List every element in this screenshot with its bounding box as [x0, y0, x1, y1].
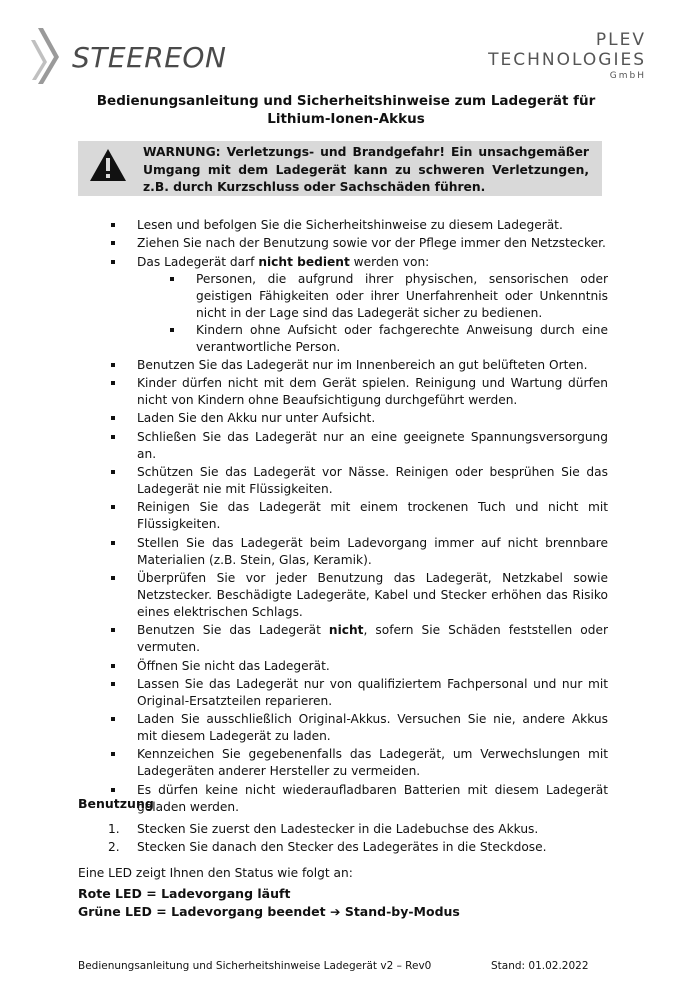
step-number: 2.	[108, 840, 120, 854]
safety-list	[78, 217, 608, 816]
document-title	[60, 92, 632, 128]
list-item: Es dürfen keine nicht wiederaufladbaren Batterien mit diesem Ladegerät geladen werden.	[78, 782, 608, 816]
list-item: Kinder dürfen nicht mit dem Gerät spielen. Reinigung und Wartung dürfen nicht von Kindern ohne Beaufsichtigung durchgeführt werden.	[78, 375, 608, 409]
warning-triangle-icon	[88, 147, 128, 183]
list-item: Schützen Sie das Ladegerät vor Nässe. Reinigen oder besprühen Sie das Ladegerät nie mit Flüssigkeiten.	[78, 464, 608, 498]
list-item: Schließen Sie das Ladegerät nur an eine geeignete Spannungsversorgung an.	[78, 429, 608, 463]
led-green-status	[78, 904, 460, 919]
title-line-2: Lithium-Ionen-Akkus	[267, 111, 425, 127]
led-red-status: Rote LED = Ladevorgang läuft	[78, 886, 291, 901]
list-item	[78, 254, 608, 356]
list-item: Lesen und befolgen Sie die Sicherheitshinweise zu diesem Ladegerät.	[78, 217, 608, 234]
step-item	[78, 820, 598, 838]
steereon-logo	[28, 18, 227, 88]
plev-logo-line3: GmbH	[609, 71, 646, 81]
warning-text: WARNUNG: Verletzungs- und Brandgefahr! Ein unsachgemäßer Umgang mit dem Ladegerät kann zu schweren Verletzungen, z.B. durch Kurzschluss oder Sachschäden führen.	[143, 145, 589, 194]
steereon-wordmark: STEEREON	[72, 41, 227, 74]
footer-document-name: Bedienungsanleitung und Sicherheitshinweise Ladegerät v2 – Rev0	[78, 960, 432, 972]
usage-heading: Benutzung	[78, 796, 154, 811]
right-arrow-icon: ➔	[329, 904, 341, 919]
safety-instructions	[78, 217, 608, 817]
steereon-mark-icon	[28, 18, 78, 88]
step-text: Stecken Sie danach den Stecker des Ladegerätes in die Steckdose.	[137, 840, 547, 854]
list-item-text: , sofern Sie Schäden feststellen oder vermuten.	[137, 623, 608, 655]
list-item: Benutzen Sie das Ladegerät nur im Innenbereich an gut belüfteten Orten.	[78, 357, 608, 374]
list-item: Überprüfen Sie vor jeder Benutzung das Ladegerät, Netzkabel sowie Netzstecker. Beschädigte Ladegeräte, Kabel und Stecker erhöhen das Risiko eines elektrischen Schlags.	[78, 570, 608, 621]
plev-logo-line1: PLEV	[595, 30, 646, 50]
list-item: Stellen Sie das Ladegerät beim Ladevorgang immer auf nicht brennbare Materialien (z.B. Stein, Glas, Keramik).	[78, 535, 608, 569]
list-item-text: Benutzen Sie das Ladegerät	[137, 623, 329, 638]
list-item: Laden Sie ausschließlich Original-Akkus. Versuchen Sie nie, andere Akkus mit diesem Ladegerät zu laden.	[78, 711, 608, 745]
sub-list	[137, 271, 608, 356]
list-item: Lassen Sie das Ladegerät nur von qualifiziertem Fachpersonal und nur mit Original-Ersatzteilen reparieren.	[78, 676, 608, 710]
led-green-mode: Stand-by-Modus	[344, 904, 460, 919]
sub-list-item: Kindern ohne Aufsicht oder fachgerechte Anweisung durch eine verantwortliche Person.	[135, 322, 608, 356]
warning-box	[78, 141, 602, 196]
list-item: Öffnen Sie nicht das Ladegerät.	[78, 658, 608, 675]
list-item: Ziehen Sie nach der Benutzung sowie vor der Pflege immer den Netzstecker.	[78, 235, 608, 252]
usage-steps	[78, 820, 598, 856]
led-intro: Eine LED zeigt Ihnen den Status wie folgt an:	[78, 866, 353, 880]
list-item-text: Das Ladegerät darf	[137, 254, 259, 269]
title-line-1: Bedienungsanleitung und Sicherheitshinweise zum Ladegerät für	[96, 93, 596, 109]
step-item	[78, 838, 598, 856]
list-item	[78, 622, 608, 656]
list-item: Kennzeichen Sie gegebenenfalls das Ladegerät, um Verwechslungen mit Ladegeräten anderer Hersteller zu vermeiden.	[78, 746, 608, 780]
step-number: 1.	[108, 822, 120, 836]
led-green-text: Grüne LED = Ladevorgang beendet	[78, 904, 326, 919]
list-item: Laden Sie den Akku nur unter Aufsicht.	[78, 410, 608, 427]
list-item: Reinigen Sie das Ladegerät mit einem trockenen Tuch und nicht mit Flüssigkeiten.	[78, 499, 608, 533]
step-text: Stecken Sie zuerst den Ladestecker in die Ladebuchse des Akkus.	[137, 822, 539, 836]
sub-list-item: Personen, die aufgrund ihrer physischen, sensorischen oder geistigen Fähigkeiten oder ihrer Unerfahrenheit oder Unkenntnis nicht in der Lage sind das Ladegerät sicher zu bedienen.	[135, 271, 608, 322]
plev-logo-line2: TECHNOLOGIES	[488, 50, 646, 70]
list-item-emphasis: nicht bedient	[258, 254, 350, 269]
footer-date: Stand: 01.02.2022	[491, 960, 589, 972]
list-item-text: werden von:	[349, 254, 430, 269]
plev-logo	[488, 30, 646, 82]
list-item-emphasis: nicht	[328, 623, 364, 638]
